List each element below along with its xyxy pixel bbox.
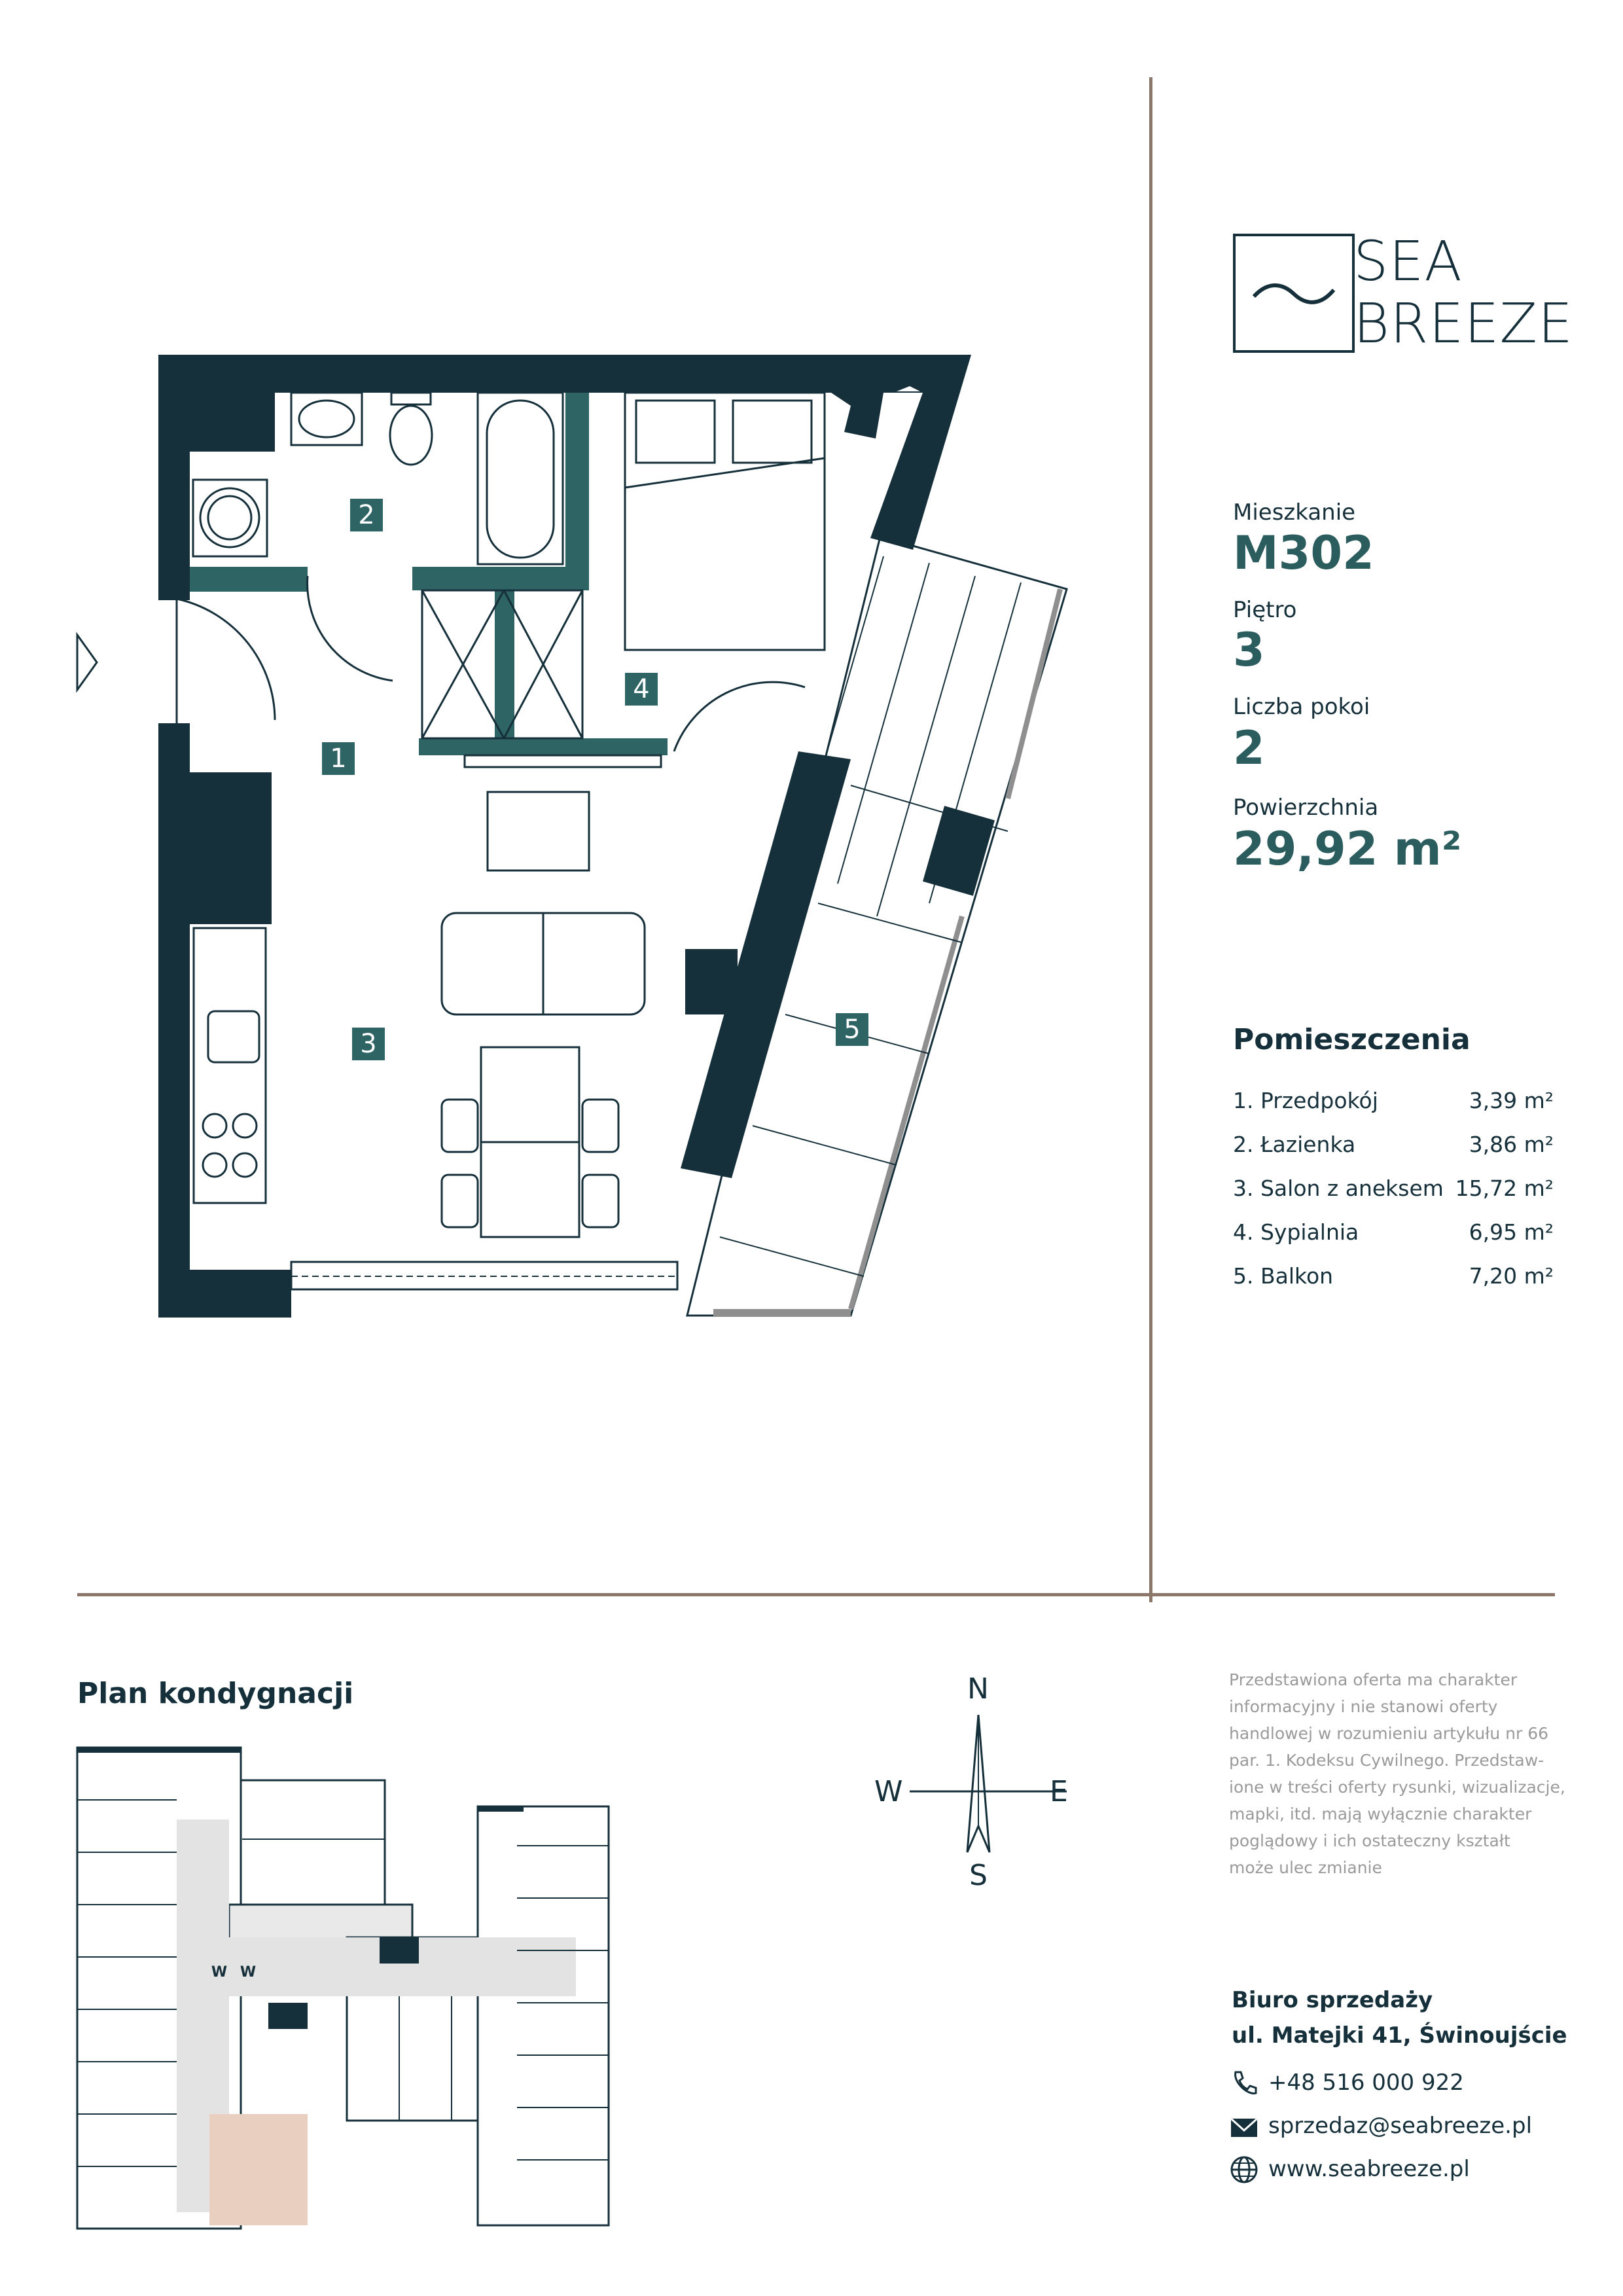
room-area: 3,86 m² xyxy=(1469,1132,1554,1157)
room-badge-1: 1 xyxy=(322,742,355,775)
kitchen-sink-icon xyxy=(208,1011,259,1062)
phone-link[interactable]: +48 516 000 922 xyxy=(1268,2070,1464,2096)
compass-w: W xyxy=(874,1775,903,1808)
apartment-label: Mieszkanie xyxy=(1233,499,1356,526)
room-badge-2: 2 xyxy=(350,499,383,531)
room-badge-4: 4 xyxy=(625,673,658,706)
compass-e: E xyxy=(1050,1775,1068,1808)
floor-value: 3 xyxy=(1233,623,1265,677)
rooms-count-label: Liczba pokoi xyxy=(1233,694,1370,720)
wave-icon xyxy=(1236,236,1352,350)
disclaimer-line: par. 1. Kodeksu Cywilnego. Przedstaw- xyxy=(1229,1751,1544,1770)
disclaimer-line: Przedstawiona oferta ma charakter xyxy=(1229,1670,1518,1689)
rooms-count-value: 2 xyxy=(1233,721,1265,775)
wall-left-upper xyxy=(158,355,190,600)
kitchen-counter xyxy=(194,928,266,1203)
logo-line-2: BREEZE xyxy=(1353,291,1574,355)
wall-pillar xyxy=(685,949,738,1014)
building-floor-plan xyxy=(72,1741,615,2232)
disclaimer xyxy=(1229,1666,1565,1881)
disclaimer-line: handlowej w rozumieniu artykułu nr 66 xyxy=(1229,1724,1549,1743)
room-name: 2. Łazienka xyxy=(1233,1132,1356,1157)
wall-left-lower xyxy=(158,723,190,1318)
email-icon xyxy=(1229,2113,1259,2143)
logo-box xyxy=(1233,234,1355,353)
compass-n: N xyxy=(967,1672,989,1706)
room-area: 7,20 m² xyxy=(1469,1263,1554,1289)
entrance-door xyxy=(177,599,275,720)
vertical-divider xyxy=(1149,77,1152,1602)
logo-line-1: SEA xyxy=(1353,229,1463,293)
globe-icon xyxy=(1229,2155,1259,2185)
room-area: 15,72 m² xyxy=(1455,1175,1554,1201)
wall-bottom-left xyxy=(190,1270,291,1318)
area-value: 29,92 m² xyxy=(1233,822,1462,876)
disclaimer-line: ione w treści oferty rysunki, wizualizacje, xyxy=(1229,1778,1565,1797)
room-row xyxy=(1233,1219,1554,1259)
wall-column xyxy=(190,772,272,924)
room-name: 5. Balkon xyxy=(1233,1263,1334,1289)
room-area: 6,95 m² xyxy=(1469,1219,1554,1245)
website-link[interactable]: www.seabreeze.pl xyxy=(1268,2156,1470,2182)
area-label: Powierzchnia xyxy=(1233,795,1379,821)
floor-label: Piętro xyxy=(1233,597,1297,623)
disclaimer-line: informacyjny i nie stanowi oferty xyxy=(1229,1697,1498,1716)
room-area: 3,39 m² xyxy=(1469,1088,1554,1113)
disclaimer-line: mapki, itd. mają wyłącznie charakter xyxy=(1229,1804,1532,1823)
room-badge-3: 3 xyxy=(352,1028,385,1060)
sales-office-address: ul. Matejki 41, Świnoujście xyxy=(1232,2022,1567,2049)
floor-plan-title: Plan kondygnacji xyxy=(77,1677,354,1710)
entrance-arrow-icon xyxy=(77,635,97,690)
room-badge-5: 5 xyxy=(836,1013,868,1046)
compass-s: S xyxy=(969,1859,988,1892)
room-row xyxy=(1233,1132,1554,1171)
disclaimer-line: poglądowy i ich ostateczny kształt xyxy=(1229,1831,1510,1850)
bed-icon xyxy=(625,393,825,650)
room-row xyxy=(1233,1175,1554,1215)
apartment-floor-plan xyxy=(0,0,1113,1348)
highlighted-apartment xyxy=(209,2114,308,2225)
floor-plan-label-w1: W xyxy=(211,1964,228,1981)
washing-machine-icon xyxy=(193,480,267,556)
room-row xyxy=(1233,1263,1554,1302)
stove-icon xyxy=(203,1114,226,1138)
room-name: 1. Przedpokój xyxy=(1233,1088,1378,1113)
horizontal-divider xyxy=(77,1593,1555,1596)
room-name: 3. Salon z aneksem xyxy=(1233,1175,1444,1201)
coffee-table-icon xyxy=(488,792,589,870)
balcony xyxy=(687,537,1067,1316)
room-name: 4. Sypialnia xyxy=(1233,1219,1359,1245)
phone-icon xyxy=(1229,2068,1259,2098)
toilet-icon xyxy=(391,393,431,404)
email-link[interactable]: sprzedaz@seabreeze.pl xyxy=(1268,2113,1533,2139)
disclaimer-line: może ulec zmianie xyxy=(1229,1858,1382,1877)
room-row xyxy=(1233,1088,1554,1127)
wall-top xyxy=(158,355,971,599)
rooms-section-title: Pomieszczenia xyxy=(1233,1023,1471,1056)
floor-plan-label-w2: W xyxy=(240,1964,257,1981)
sales-office-title: Biuro sprzedaży xyxy=(1232,1987,1433,2013)
apartment-value: M302 xyxy=(1233,526,1374,580)
